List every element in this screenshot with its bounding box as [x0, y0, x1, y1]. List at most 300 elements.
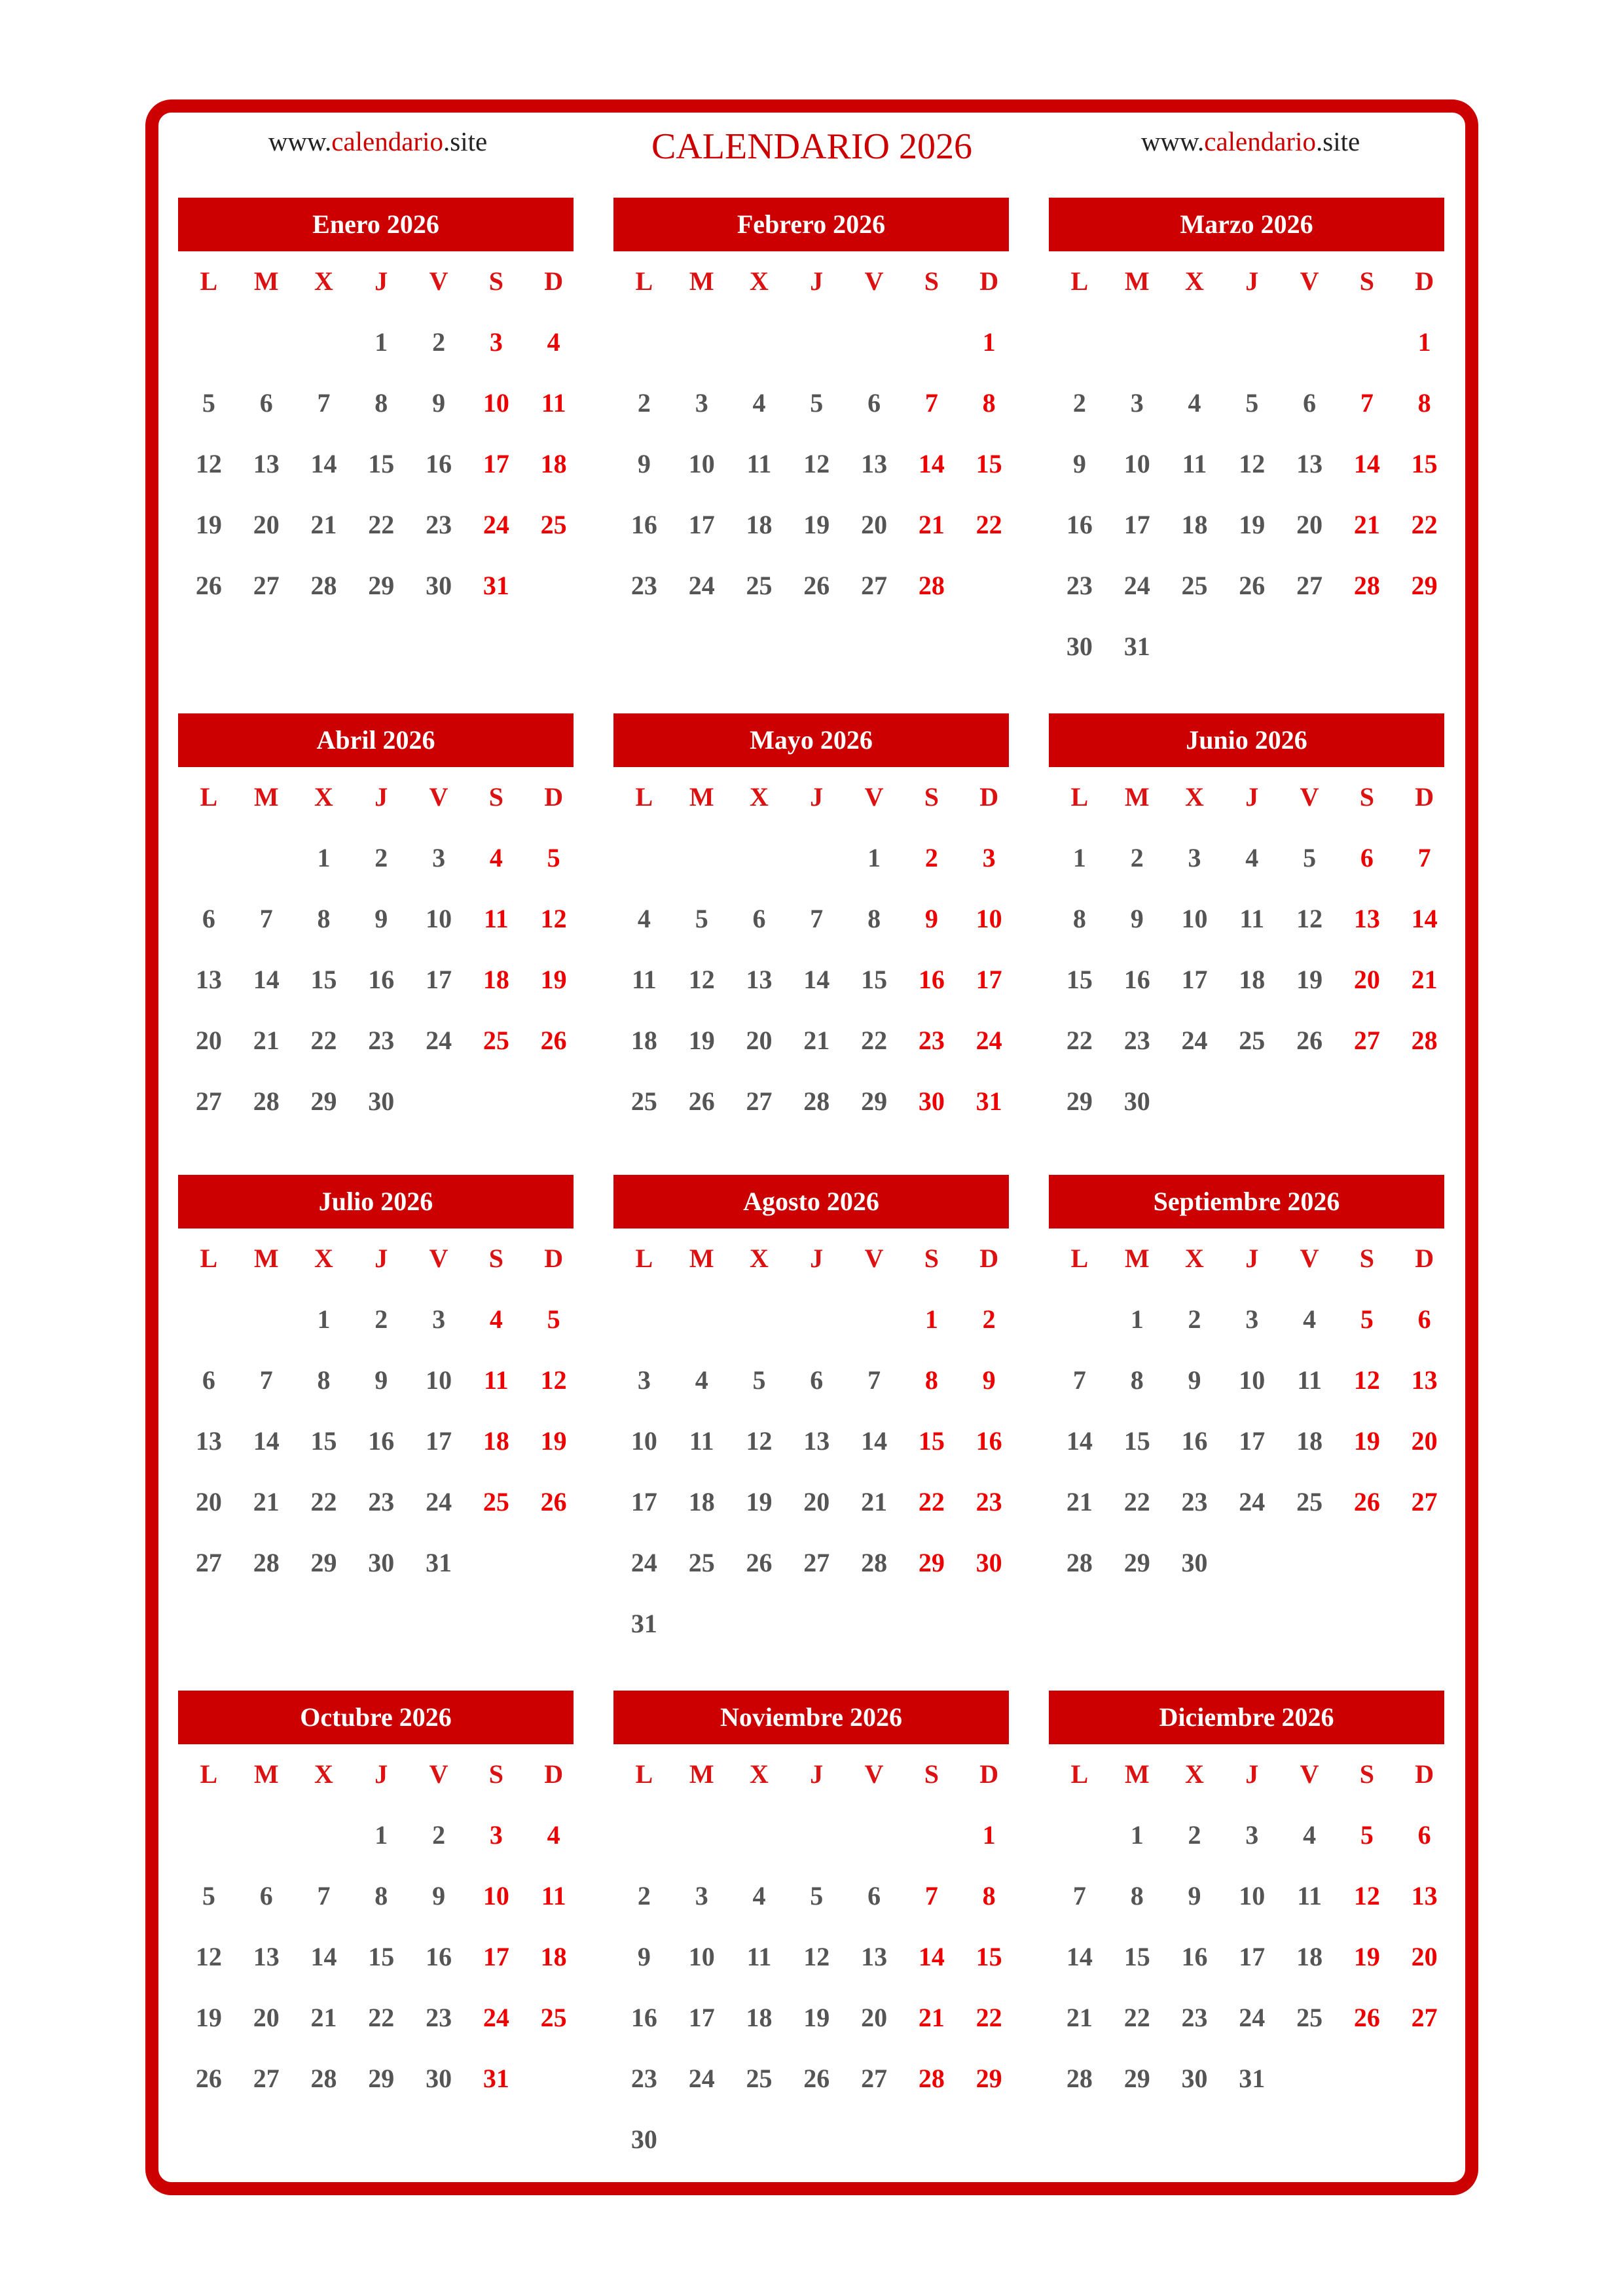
weekday-label: V — [429, 266, 448, 296]
weekday-label: X — [750, 782, 769, 812]
weekday-label: S — [924, 266, 939, 296]
weekend-day: 19 — [540, 965, 567, 994]
weekend-day: 8 — [1417, 388, 1431, 418]
day: 20 — [861, 510, 888, 539]
month-grid — [180, 1234, 574, 1600]
day: 2 — [432, 1820, 446, 1850]
day: 8 — [317, 904, 331, 933]
weekend-day: 9 — [982, 1365, 996, 1395]
day: 25 — [1296, 1487, 1323, 1516]
weekend-day: 15 — [976, 449, 1002, 478]
weekday-label: D — [544, 1759, 564, 1789]
day: 20 — [861, 2003, 888, 2032]
day: 19 — [1296, 965, 1323, 994]
day: 6 — [1303, 388, 1317, 418]
day: 26 — [195, 2064, 222, 2093]
day: 4 — [752, 1881, 766, 1910]
weekend-day: 27 — [1411, 1487, 1438, 1516]
day: 18 — [688, 1487, 715, 1516]
empty-cell — [615, 834, 673, 895]
day: 15 — [861, 965, 888, 994]
day: 8 — [374, 388, 388, 418]
day: 15 — [368, 449, 395, 478]
weekday-label: X — [314, 1759, 333, 1789]
weekend-day: 12 — [1353, 1881, 1380, 1910]
weekday-label: L — [200, 1759, 218, 1789]
weekend-day: 4 — [489, 843, 503, 872]
site-prefix: www. — [268, 126, 332, 156]
day: 3 — [432, 843, 446, 872]
day: 10 — [1123, 449, 1150, 478]
day: 17 — [1123, 510, 1150, 539]
weekend-day: 23 — [976, 1487, 1002, 1516]
weekend-day: 4 — [489, 1304, 503, 1334]
day: 17 — [688, 510, 715, 539]
weekend-day: 3 — [489, 327, 503, 357]
day: 25 — [1181, 571, 1208, 600]
day: 11 — [689, 1426, 714, 1456]
weekday-label: J — [1245, 1759, 1259, 1789]
day: 23 — [426, 510, 452, 539]
day: 15 — [310, 1426, 337, 1456]
day: 12 — [746, 1426, 773, 1456]
empty-cell — [615, 1811, 673, 1872]
weekday-label: D — [544, 266, 564, 296]
weekend-day: 26 — [540, 1487, 567, 1516]
empty-cell — [903, 318, 960, 379]
day: 27 — [195, 1548, 222, 1577]
day: 21 — [861, 1487, 888, 1516]
weekday-label: S — [924, 1244, 939, 1273]
day: 23 — [1066, 571, 1093, 600]
day: 14 — [803, 965, 830, 994]
weekday-label: J — [810, 266, 824, 296]
day: 31 — [1123, 632, 1150, 661]
day: 4 — [752, 388, 766, 418]
day: 28 — [1066, 1548, 1093, 1577]
day: 3 — [695, 388, 708, 418]
weekday-label: J — [1245, 266, 1259, 296]
weekend-day: 6 — [1417, 1304, 1431, 1334]
weekday-label: M — [253, 266, 279, 296]
weekday-label: V — [1300, 266, 1319, 296]
day: 5 — [1303, 843, 1317, 872]
day: 22 — [1066, 1026, 1093, 1055]
month-header: Diciembre 2026 — [1049, 1691, 1444, 1744]
day: 13 — [861, 1942, 888, 1971]
weekend-day: 12 — [540, 1365, 567, 1395]
day: 28 — [861, 1548, 888, 1577]
day: 10 — [426, 904, 452, 933]
weekday-label: M — [689, 266, 714, 296]
day: 9 — [637, 1942, 651, 1971]
weekend-day: 13 — [1411, 1365, 1438, 1395]
day: 23 — [630, 2064, 657, 2093]
weekend-day: 1 — [982, 327, 996, 357]
day: 28 — [803, 1086, 830, 1116]
weekend-day: 14 — [918, 1942, 945, 1971]
site-link-right[interactable] — [1054, 123, 1447, 160]
day: 6 — [752, 904, 766, 933]
day: 3 — [432, 1304, 446, 1334]
empty-cell — [903, 1811, 960, 1872]
day: 12 — [1296, 904, 1323, 933]
day: 9 — [1130, 904, 1144, 933]
day: 20 — [195, 1487, 222, 1516]
weekday-label: J — [810, 1244, 824, 1273]
day: 9 — [637, 449, 651, 478]
site-prefix: www. — [1140, 126, 1205, 156]
weekend-day: 28 — [1353, 571, 1380, 600]
day: 23 — [426, 2003, 452, 2032]
day: 2 — [637, 1881, 651, 1910]
weekend-day: 15 — [976, 1942, 1002, 1971]
day: 13 — [195, 1426, 222, 1456]
weekend-day: 26 — [1353, 1487, 1380, 1516]
month-grid — [615, 257, 1009, 622]
weekday-label: M — [253, 1244, 279, 1273]
month-header: Octubre 2026 — [178, 1691, 574, 1744]
weekend-day: 20 — [1411, 1942, 1438, 1971]
weekend-day: 25 — [540, 510, 567, 539]
weekend-day: 10 — [483, 388, 509, 418]
weekend-day: 20 — [1411, 1426, 1438, 1456]
day: 21 — [253, 1026, 280, 1055]
month-grid — [1051, 1750, 1444, 2115]
day: 3 — [695, 1881, 708, 1910]
day: 2 — [1188, 1820, 1201, 1850]
day: 15 — [1123, 1942, 1150, 1971]
day: 30 — [426, 571, 452, 600]
day: 27 — [195, 1086, 222, 1116]
day: 14 — [861, 1426, 888, 1456]
day: 27 — [803, 1548, 830, 1577]
weekend-day: 3 — [982, 843, 996, 872]
day: 13 — [1296, 449, 1323, 478]
day: 17 — [426, 965, 452, 994]
day: 5 — [202, 388, 215, 418]
month-grid — [615, 1750, 1009, 2176]
day: 1 — [317, 843, 331, 872]
day: 30 — [368, 1548, 395, 1577]
empty-cell — [1051, 318, 1108, 379]
day: 10 — [630, 1426, 657, 1456]
day: 13 — [746, 965, 773, 994]
day: 22 — [310, 1487, 337, 1516]
day: 27 — [746, 1086, 773, 1116]
weekday-label: M — [1124, 1759, 1150, 1789]
weekday-label: D — [1415, 782, 1434, 812]
empty-cell — [788, 834, 845, 895]
weekend-day: 14 — [918, 449, 945, 478]
weekday-label: D — [979, 1244, 999, 1273]
day: 16 — [1123, 965, 1150, 994]
site-link-left[interactable] — [181, 123, 574, 160]
day: 31 — [426, 1548, 452, 1577]
weekend-day: 20 — [1353, 965, 1380, 994]
day: 12 — [803, 1942, 830, 1971]
day: 17 — [426, 1426, 452, 1456]
weekday-label: S — [488, 1244, 503, 1273]
day: 18 — [630, 1026, 657, 1055]
day: 2 — [374, 1304, 388, 1334]
day: 8 — [1072, 904, 1086, 933]
day: 16 — [426, 1942, 452, 1971]
day: 27 — [861, 571, 888, 600]
day: 24 — [426, 1026, 452, 1055]
day: 24 — [1239, 2003, 1266, 2032]
weekday-label: V — [429, 1759, 448, 1789]
weekend-day: 14 — [1353, 449, 1380, 478]
day: 1 — [1130, 1820, 1144, 1850]
weekend-day: 5 — [547, 843, 560, 872]
weekend-day: 29 — [918, 1548, 945, 1577]
month-grid — [615, 773, 1009, 1138]
day: 6 — [202, 904, 215, 933]
weekend-day: 4 — [547, 1820, 560, 1850]
weekday-label: L — [200, 782, 218, 812]
weekday-label: M — [1124, 782, 1150, 812]
weekend-day: 24 — [483, 510, 509, 539]
day: 3 — [1130, 388, 1144, 418]
day: 27 — [253, 2064, 280, 2093]
weekend-day: 1 — [924, 1304, 938, 1334]
month-block — [613, 1691, 1009, 2176]
day: 29 — [861, 1086, 888, 1116]
weekend-day: 25 — [540, 2003, 567, 2032]
weekday-label: M — [253, 1759, 279, 1789]
day: 28 — [253, 1086, 280, 1116]
day: 25 — [1239, 1026, 1266, 1055]
day: 23 — [630, 571, 657, 600]
weekday-label: M — [689, 1244, 714, 1273]
day: 5 — [810, 1881, 824, 1910]
day: 6 — [259, 388, 273, 418]
month-grid — [180, 1750, 574, 2115]
day: 21 — [310, 510, 337, 539]
weekend-day: 5 — [1360, 1820, 1374, 1850]
day: 30 — [368, 1086, 395, 1116]
day: 5 — [752, 1365, 766, 1395]
weekday-label: V — [864, 266, 884, 296]
day: 16 — [1181, 1942, 1208, 1971]
day: 21 — [253, 1487, 280, 1516]
weekday-label: X — [314, 1244, 333, 1273]
day: 13 — [253, 1942, 280, 1971]
empty-cell — [238, 1811, 295, 1872]
day: 25 — [746, 571, 773, 600]
day: 6 — [810, 1365, 824, 1395]
empty-cell — [1166, 318, 1224, 379]
weekend-day: 1 — [982, 1820, 996, 1850]
day: 3 — [1188, 843, 1201, 872]
weekday-label: V — [1300, 1759, 1319, 1789]
day: 11 — [1297, 1881, 1322, 1910]
day: 15 — [310, 965, 337, 994]
day: 11 — [1297, 1365, 1322, 1395]
day: 23 — [1123, 1026, 1150, 1055]
day: 21 — [803, 1026, 830, 1055]
day: 29 — [310, 1548, 337, 1577]
weekday-label: L — [635, 1244, 653, 1273]
empty-cell — [238, 1295, 295, 1356]
day: 15 — [1123, 1426, 1150, 1456]
day: 24 — [1123, 571, 1150, 600]
day: 13 — [195, 965, 222, 994]
day: 15 — [368, 1942, 395, 1971]
day: 20 — [195, 1026, 222, 1055]
day: 26 — [688, 1086, 715, 1116]
month-grid — [615, 1234, 1009, 1660]
empty-cell — [788, 318, 845, 379]
weekday-label: M — [1124, 266, 1150, 296]
weekday-label: V — [864, 782, 884, 812]
weekday-label: M — [689, 782, 714, 812]
day: 7 — [1072, 1881, 1086, 1910]
weekend-day: 27 — [1411, 2003, 1438, 2032]
day: 12 — [803, 449, 830, 478]
day: 3 — [1245, 1304, 1259, 1334]
month-block — [1049, 198, 1444, 683]
weekday-label: S — [488, 266, 503, 296]
day: 13 — [861, 449, 888, 478]
day: 10 — [688, 1942, 715, 1971]
day: 8 — [374, 1881, 388, 1910]
day: 21 — [1066, 1487, 1093, 1516]
day: 14 — [1066, 1942, 1093, 1971]
weekday-label: V — [864, 1759, 884, 1789]
day: 23 — [1181, 1487, 1208, 1516]
day: 14 — [253, 965, 280, 994]
day: 11 — [746, 1942, 772, 1971]
day: 7 — [317, 388, 331, 418]
day: 30 — [1123, 1086, 1150, 1116]
day: 16 — [426, 449, 452, 478]
empty-cell — [673, 318, 731, 379]
day: 14 — [253, 1426, 280, 1456]
day: 17 — [630, 1487, 657, 1516]
day: 2 — [1188, 1304, 1201, 1334]
weekend-day: 16 — [976, 1426, 1002, 1456]
weekend-day: 7 — [1417, 843, 1431, 872]
weekend-day: 6 — [1360, 843, 1374, 872]
weekend-day: 22 — [918, 1487, 945, 1516]
day: 8 — [317, 1365, 331, 1395]
weekday-label: J — [374, 266, 388, 296]
weekday-label: L — [635, 1759, 653, 1789]
weekday-label: J — [810, 782, 824, 812]
day: 8 — [1130, 1365, 1144, 1395]
day: 22 — [368, 2003, 395, 2032]
day: 19 — [688, 1026, 715, 1055]
day: 31 — [1239, 2064, 1266, 2093]
day: 16 — [630, 2003, 657, 2032]
day: 6 — [202, 1365, 215, 1395]
weekend-day: 18 — [540, 449, 567, 478]
day: 22 — [861, 1026, 888, 1055]
weekend-day: 19 — [1353, 1426, 1380, 1456]
weekend-day: 21 — [918, 2003, 945, 2032]
day: 19 — [746, 1487, 773, 1516]
day: 9 — [1072, 449, 1086, 478]
weekday-label: D — [1415, 266, 1434, 296]
weekend-day: 23 — [918, 1026, 945, 1055]
day: 22 — [310, 1026, 337, 1055]
weekend-day: 18 — [483, 1426, 509, 1456]
day: 13 — [803, 1426, 830, 1456]
empty-cell — [845, 1295, 903, 1356]
day: 4 — [637, 904, 651, 933]
weekend-day: 31 — [483, 2064, 509, 2093]
day: 22 — [368, 510, 395, 539]
weekend-day: 17 — [483, 1942, 509, 1971]
day: 21 — [1066, 2003, 1093, 2032]
weekday-label: X — [1185, 782, 1204, 812]
day: 1 — [374, 327, 388, 357]
empty-cell — [845, 318, 903, 379]
weekday-label: L — [635, 266, 653, 296]
empty-cell — [731, 1811, 788, 1872]
weekend-day: 26 — [1353, 2003, 1380, 2032]
weekend-day: 19 — [540, 1426, 567, 1456]
day: 7 — [317, 1881, 331, 1910]
weekend-day: 18 — [483, 965, 509, 994]
weekend-day: 7 — [924, 388, 938, 418]
weekend-day: 22 — [976, 2003, 1002, 2032]
day: 30 — [1066, 632, 1093, 661]
day: 12 — [195, 449, 222, 478]
day: 20 — [253, 510, 280, 539]
weekend-day: 29 — [976, 2064, 1002, 2093]
day: 26 — [1296, 1026, 1323, 1055]
day: 22 — [1123, 1487, 1150, 1516]
month-block — [178, 1175, 574, 1600]
weekday-label: D — [544, 782, 564, 812]
weekday-label: J — [374, 1759, 388, 1789]
month-header: Marzo 2026 — [1049, 198, 1444, 251]
weekday-label: S — [488, 1759, 503, 1789]
weekend-day: 8 — [924, 1365, 938, 1395]
weekday-label: D — [1415, 1244, 1434, 1273]
day: 12 — [688, 965, 715, 994]
day: 24 — [688, 2064, 715, 2093]
month-header: Noviembre 2026 — [613, 1691, 1009, 1744]
empty-cell — [238, 318, 295, 379]
day: 20 — [253, 2003, 280, 2032]
empty-cell — [180, 1811, 238, 1872]
day: 26 — [803, 2064, 830, 2093]
day: 23 — [368, 1487, 395, 1516]
weekend-day: 21 — [918, 510, 945, 539]
weekend-day: 13 — [1353, 904, 1380, 933]
month-block — [178, 713, 574, 1138]
day: 7 — [259, 904, 273, 933]
day: 11 — [1239, 904, 1265, 933]
weekday-label: J — [374, 1244, 388, 1273]
day: 1 — [867, 843, 881, 872]
day: 3 — [1245, 1820, 1259, 1850]
day: 9 — [432, 388, 446, 418]
day: 19 — [195, 2003, 222, 2032]
weekend-day: 25 — [483, 1026, 509, 1055]
empty-cell — [295, 1811, 353, 1872]
empty-cell — [673, 1295, 731, 1356]
day: 1 — [1130, 1304, 1144, 1334]
site-name: calendario — [1204, 126, 1316, 156]
empty-cell — [788, 1811, 845, 1872]
day: 19 — [1239, 510, 1266, 539]
day: 20 — [803, 1487, 830, 1516]
